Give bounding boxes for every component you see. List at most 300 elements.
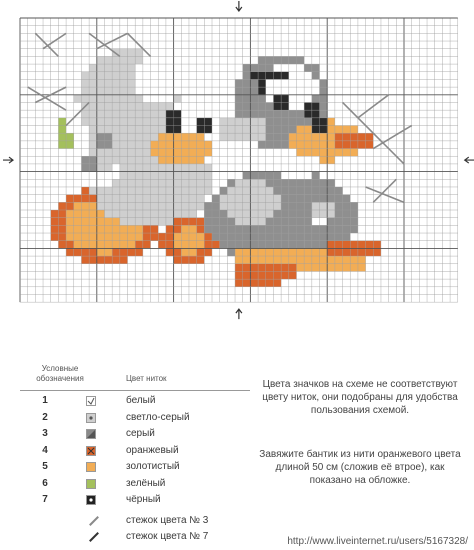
stitch-cell: [97, 225, 105, 233]
stitch-cell: [120, 49, 128, 57]
stitch-cell: [243, 233, 251, 241]
stitch-cell: [189, 156, 197, 164]
stitch-cell: [197, 187, 205, 195]
stitch-cell: [66, 210, 74, 218]
stitch-cell: [81, 164, 89, 172]
stitch-cell: [166, 56, 174, 64]
legend-stitch-item: [20, 529, 270, 545]
stitch-cell: [258, 141, 266, 149]
legend-number: 4: [42, 444, 48, 456]
stitch-cell: [235, 210, 243, 218]
stitch-cell: [189, 241, 197, 249]
stitch-cell: [366, 241, 374, 249]
stitch-cell: [120, 156, 128, 164]
stitch-cell: [135, 218, 143, 226]
stitch-cell: [128, 126, 136, 134]
stitch-cell: [135, 110, 143, 118]
stitch-cell: [320, 156, 328, 164]
legend-item: [20, 426, 270, 442]
stitch-cell: [74, 172, 82, 180]
note-colors: Цвета значков на схеме не соответствуют цвету ниток, они подобраны для удобства пользования схемой.: [262, 379, 458, 416]
stitch-cell: [289, 271, 297, 279]
stitch-cell: [320, 126, 328, 134]
stitch-cell: [81, 233, 89, 241]
stitch-cell: [273, 141, 281, 149]
stitch-cell: [296, 133, 304, 141]
stitch-cell: [189, 187, 197, 195]
stitch-cell: [166, 202, 174, 210]
stitch-cell: [312, 172, 320, 180]
stitch-cell: [366, 248, 374, 256]
stitch-cell: [97, 195, 105, 203]
stitch-cell: [235, 256, 243, 264]
stitch-cell: [143, 72, 151, 80]
stitch-cell: [89, 233, 97, 241]
stitch-cell: [74, 248, 82, 256]
stitch-cell: [89, 172, 97, 180]
stitch-cell: [128, 172, 136, 180]
stitch-cell: [273, 56, 281, 64]
legend-label: светло-серый: [126, 411, 190, 423]
stitch-cell: [151, 72, 159, 80]
stitch-cell: [289, 195, 297, 203]
stitch-cell: [143, 225, 151, 233]
stitch-cell: [289, 179, 297, 187]
stitch-cell: [320, 241, 328, 249]
stitch-cell: [158, 79, 166, 87]
stitch-cell: [304, 195, 312, 203]
stitch-cell: [281, 195, 289, 203]
stitch-cell: [151, 95, 159, 103]
legend-stitch-label: стежок цвета № 7: [126, 531, 209, 542]
legend-item: [20, 492, 270, 508]
stitch-cell: [51, 218, 59, 226]
stitch-cell: [97, 248, 105, 256]
stitch-cell: [266, 133, 274, 141]
stitch-cell: [104, 72, 112, 80]
stitch-cell: [304, 87, 312, 95]
stitch-cell: [220, 118, 228, 126]
stitch-cell: [112, 64, 120, 72]
stitch-cell: [174, 79, 182, 87]
stitch-cell: [104, 164, 112, 172]
stitch-cell: [151, 110, 159, 118]
center-arrow-icon: [465, 157, 474, 163]
stitch-cell: [135, 72, 143, 80]
stitch-cell: [250, 264, 258, 272]
stitch-cell: [350, 248, 358, 256]
stitch-cell: [243, 187, 251, 195]
stitch-cell: [281, 79, 289, 87]
stitch-cell: [258, 110, 266, 118]
stitch-cell: [281, 56, 289, 64]
stitch-cell: [97, 256, 105, 264]
chart-cells: [51, 49, 381, 287]
stitch-cell: [312, 195, 320, 203]
stitch-cell: [204, 241, 212, 249]
stitch-cell: [197, 133, 205, 141]
stitch-cell: [97, 79, 105, 87]
stitch-cell: [174, 256, 182, 264]
stitch-cell: [120, 241, 128, 249]
legend-label: чёрный: [126, 494, 161, 505]
stitch-cell: [197, 164, 205, 172]
stitch-cell: [281, 118, 289, 126]
stitch-cell: [258, 256, 266, 264]
stitch-cell: [151, 141, 159, 149]
stitch-cell: [258, 87, 266, 95]
stitch-cell: [320, 218, 328, 226]
stitch-cell: [350, 264, 358, 272]
stitch-cell: [174, 233, 182, 241]
stitch-cell: [320, 118, 328, 126]
stitch-cell: [289, 256, 297, 264]
stitch-cell: [120, 210, 128, 218]
stitch-cell: [327, 149, 335, 157]
stitch-cell: [151, 218, 159, 226]
stitch-cell: [128, 149, 136, 157]
stitch-cell: [128, 95, 136, 103]
stitch-cell: [235, 225, 243, 233]
stitch-cell: [343, 225, 351, 233]
stitch-cell: [143, 149, 151, 157]
stitch-cell: [289, 164, 297, 172]
stitch-cell: [343, 218, 351, 226]
stitch-cell: [266, 118, 274, 126]
stitch-cell: [289, 126, 297, 134]
legend-number: 7: [42, 494, 48, 505]
stitch-cell: [143, 79, 151, 87]
stitch-cell: [104, 202, 112, 210]
stitch-cell: [151, 225, 159, 233]
stitch-cell: [250, 172, 258, 180]
stitch-cell: [358, 256, 366, 264]
stitch-cell: [304, 187, 312, 195]
stitch-cell: [258, 202, 266, 210]
stitch-cell: [81, 172, 89, 180]
stitch-cell: [74, 195, 82, 203]
stitch-cell: [120, 133, 128, 141]
stitch-cell: [174, 95, 182, 103]
stitch-cell: [296, 118, 304, 126]
stitch-cell: [197, 156, 205, 164]
stitch-cell: [189, 133, 197, 141]
stitch-cell: [289, 225, 297, 233]
stitch-cell: [258, 118, 266, 126]
stitch-cell: [243, 264, 251, 272]
stitch-cell: [143, 202, 151, 210]
legend-stitch-item: [20, 513, 270, 529]
stitch-cell: [281, 256, 289, 264]
stitch-cell: [81, 79, 89, 87]
stitch-cell: [289, 87, 297, 95]
stitch-cell: [135, 233, 143, 241]
legend-swatch: [86, 446, 96, 456]
stitch-cell: [296, 225, 304, 233]
stitch-cell: [81, 95, 89, 103]
stitch-cell: [250, 225, 258, 233]
stitch-cell: [166, 195, 174, 203]
stitch-cell: [204, 141, 212, 149]
stitch-cell: [312, 149, 320, 157]
stitch-cell: [235, 179, 243, 187]
stitch-cell: [281, 102, 289, 110]
stitch-cell: [197, 241, 205, 249]
stitch-cell: [304, 256, 312, 264]
legend-swatch: [86, 396, 96, 406]
stitch-cell: [204, 233, 212, 241]
stitch-cell: [197, 233, 205, 241]
stitch-cell: [273, 102, 281, 110]
stitch-cell: [320, 225, 328, 233]
stitch-cell: [151, 179, 159, 187]
stitch-cell: [104, 102, 112, 110]
stitch-cell: [304, 95, 312, 103]
stitch-cell: [235, 195, 243, 203]
stitch-cell: [89, 102, 97, 110]
stitch-cell: [174, 172, 182, 180]
stitch-cell: [312, 179, 320, 187]
stitch-cell: [104, 256, 112, 264]
stitch-cell: [335, 241, 343, 249]
stitch-cell: [74, 241, 82, 249]
stitch-cell: [120, 187, 128, 195]
stitch-cell: [273, 233, 281, 241]
stitch-cell: [112, 225, 120, 233]
stitch-cell: [304, 64, 312, 72]
stitch-cell: [220, 225, 228, 233]
stitch-cell: [266, 241, 274, 249]
legend-label: оранжевый: [126, 444, 179, 456]
stitch-cell: [273, 271, 281, 279]
stitch-cell: [120, 172, 128, 180]
stitch-cell: [166, 210, 174, 218]
stitch-cell: [158, 241, 166, 249]
stitch-cell: [296, 102, 304, 110]
stitch-cell: [266, 187, 274, 195]
stitch-cell: [151, 79, 159, 87]
stitch-cell: [174, 187, 182, 195]
stitch-cell: [289, 79, 297, 87]
stitch-cell: [97, 118, 105, 126]
stitch-cell: [104, 156, 112, 164]
stitch-cell: [66, 133, 74, 141]
stitch-cell: [112, 95, 120, 103]
stitch-cell: [174, 179, 182, 187]
stitch-cell: [296, 126, 304, 134]
stitch-cell: [97, 141, 105, 149]
stitch-cell: [212, 202, 220, 210]
stitch-cell: [304, 218, 312, 226]
stitch-cell: [135, 164, 143, 172]
stitch-cell: [120, 225, 128, 233]
stitch-cell: [166, 179, 174, 187]
stitch-cell: [135, 87, 143, 95]
stitch-cell: [296, 56, 304, 64]
stitch-cell: [250, 195, 258, 203]
stitch-cell: [128, 179, 136, 187]
stitch-cell: [204, 248, 212, 256]
stitch-cell: [189, 256, 197, 264]
stitch-cell: [135, 149, 143, 157]
stitch-cell: [58, 233, 66, 241]
stitch-cell: [66, 233, 74, 241]
stitch-cell: [320, 195, 328, 203]
stitch-cell: [312, 118, 320, 126]
stitch-cell: [258, 248, 266, 256]
stitch-cell: [266, 79, 274, 87]
stitch-cell: [258, 179, 266, 187]
stitch-cell: [250, 202, 258, 210]
stitch-cell: [135, 102, 143, 110]
stitch-cell: [135, 79, 143, 87]
stitch-cell: [335, 248, 343, 256]
stitch-cell: [227, 179, 235, 187]
stitch-cell: [220, 218, 228, 226]
stitch-cell: [266, 64, 274, 72]
stitch-cell: [243, 210, 251, 218]
stitch-cell: [89, 126, 97, 134]
stitch-cell: [112, 141, 120, 149]
stitch-cell: [112, 248, 120, 256]
stitch-cell: [273, 241, 281, 249]
stitch-cell: [89, 141, 97, 149]
stitch-cell: [281, 179, 289, 187]
stitch-cell: [243, 195, 251, 203]
stitch-cell: [204, 202, 212, 210]
stitch-cell: [89, 95, 97, 103]
stitch-cell: [266, 233, 274, 241]
stitch-cell: [350, 241, 358, 249]
stitch-cell: [296, 264, 304, 272]
stitch-cell: [220, 233, 228, 241]
stitch-cell: [135, 172, 143, 180]
stitch-cell: [250, 118, 258, 126]
stitch-cell: [243, 118, 251, 126]
stitch-cell: [181, 133, 189, 141]
stitch-cell: [343, 195, 351, 203]
stitch-cell: [320, 187, 328, 195]
source-url: http://www.liveinternet.ru/users/5167328/: [287, 536, 468, 547]
stitch-cell: [81, 72, 89, 80]
stitch-cell: [312, 102, 320, 110]
stitch-cell: [266, 202, 274, 210]
legend-swatch: [86, 462, 96, 472]
stitch-cell: [174, 149, 182, 157]
stitch-cell: [151, 126, 159, 134]
stitch-cell: [112, 118, 120, 126]
stitch-cell: [197, 126, 205, 134]
stitch-cell: [143, 110, 151, 118]
legend-label: серый: [126, 428, 155, 439]
stitch-cell: [312, 218, 320, 226]
stitch-cell: [112, 241, 120, 249]
stitch-cell: [243, 95, 251, 103]
stitch-cell: [320, 233, 328, 241]
stitch-cell: [174, 110, 182, 118]
stitch-cell: [289, 210, 297, 218]
stitch-cell: [366, 141, 374, 149]
stitch-cell: [227, 225, 235, 233]
stitch-cell: [81, 141, 89, 149]
stitch-cell: [266, 248, 274, 256]
stitch-cell: [135, 195, 143, 203]
stitch-cell: [128, 218, 136, 226]
stitch-cell: [266, 141, 274, 149]
stitch-cell: [350, 218, 358, 226]
stitch-cell: [327, 187, 335, 195]
stitch-cell: [97, 126, 105, 134]
stitch-cell: [312, 264, 320, 272]
stitch-cell: [181, 187, 189, 195]
stitch-cell: [151, 172, 159, 180]
stitch-cell: [281, 210, 289, 218]
stitch-cell: [151, 64, 159, 72]
stitch-cell: [312, 72, 320, 80]
stitch-cell: [97, 218, 105, 226]
stitch-cell: [81, 256, 89, 264]
stitch-cell: [166, 149, 174, 157]
stitch-cell: [112, 233, 120, 241]
legend-number: 2: [42, 411, 48, 423]
stitch-cell: [97, 241, 105, 249]
legend-label: золотистый: [126, 461, 180, 472]
stitch-cell: [296, 141, 304, 149]
stitch-cell: [243, 87, 251, 95]
stitch-cell: [197, 141, 205, 149]
stitch-cell: [343, 133, 351, 141]
stitch-cell: [120, 164, 128, 172]
stitch-cell: [296, 172, 304, 180]
stitch-cell: [343, 149, 351, 157]
stitch-cell: [235, 95, 243, 103]
stitch-cell: [166, 102, 174, 110]
stitch-cell: [296, 72, 304, 80]
stitch-cell: [266, 271, 274, 279]
stitch-cell: [89, 187, 97, 195]
stitch-cell: [335, 133, 343, 141]
stitch-cell: [166, 110, 174, 118]
stitch-cell: [104, 126, 112, 134]
stitch-cell: [273, 126, 281, 134]
stitch-cell: [312, 79, 320, 87]
stitch-cell: [128, 110, 136, 118]
stitch-cell: [151, 118, 159, 126]
stitch-cell: [166, 126, 174, 134]
stitch-cell: [350, 141, 358, 149]
stitch-cell: [120, 64, 128, 72]
stitch-cell: [128, 118, 136, 126]
stitch-cell: [166, 118, 174, 126]
stitch-cell: [89, 133, 97, 141]
stitch-cell: [327, 133, 335, 141]
stitch-cell: [181, 256, 189, 264]
stitch-cell: [197, 179, 205, 187]
stitch-cell: [112, 87, 120, 95]
stitch-cell: [250, 133, 258, 141]
stitch-cell: [158, 141, 166, 149]
stitch-cell: [97, 172, 105, 180]
stitch-cell: [151, 149, 159, 157]
stitch-cell: [258, 241, 266, 249]
stitch-cell: [158, 87, 166, 95]
stitch-cell: [235, 118, 243, 126]
stitch-cell: [289, 56, 297, 64]
legend-stitch-label: стежок цвета № 3: [126, 514, 209, 526]
stitch-cell: [181, 156, 189, 164]
stitch-cell: [250, 248, 258, 256]
stitch-cell: [243, 126, 251, 134]
